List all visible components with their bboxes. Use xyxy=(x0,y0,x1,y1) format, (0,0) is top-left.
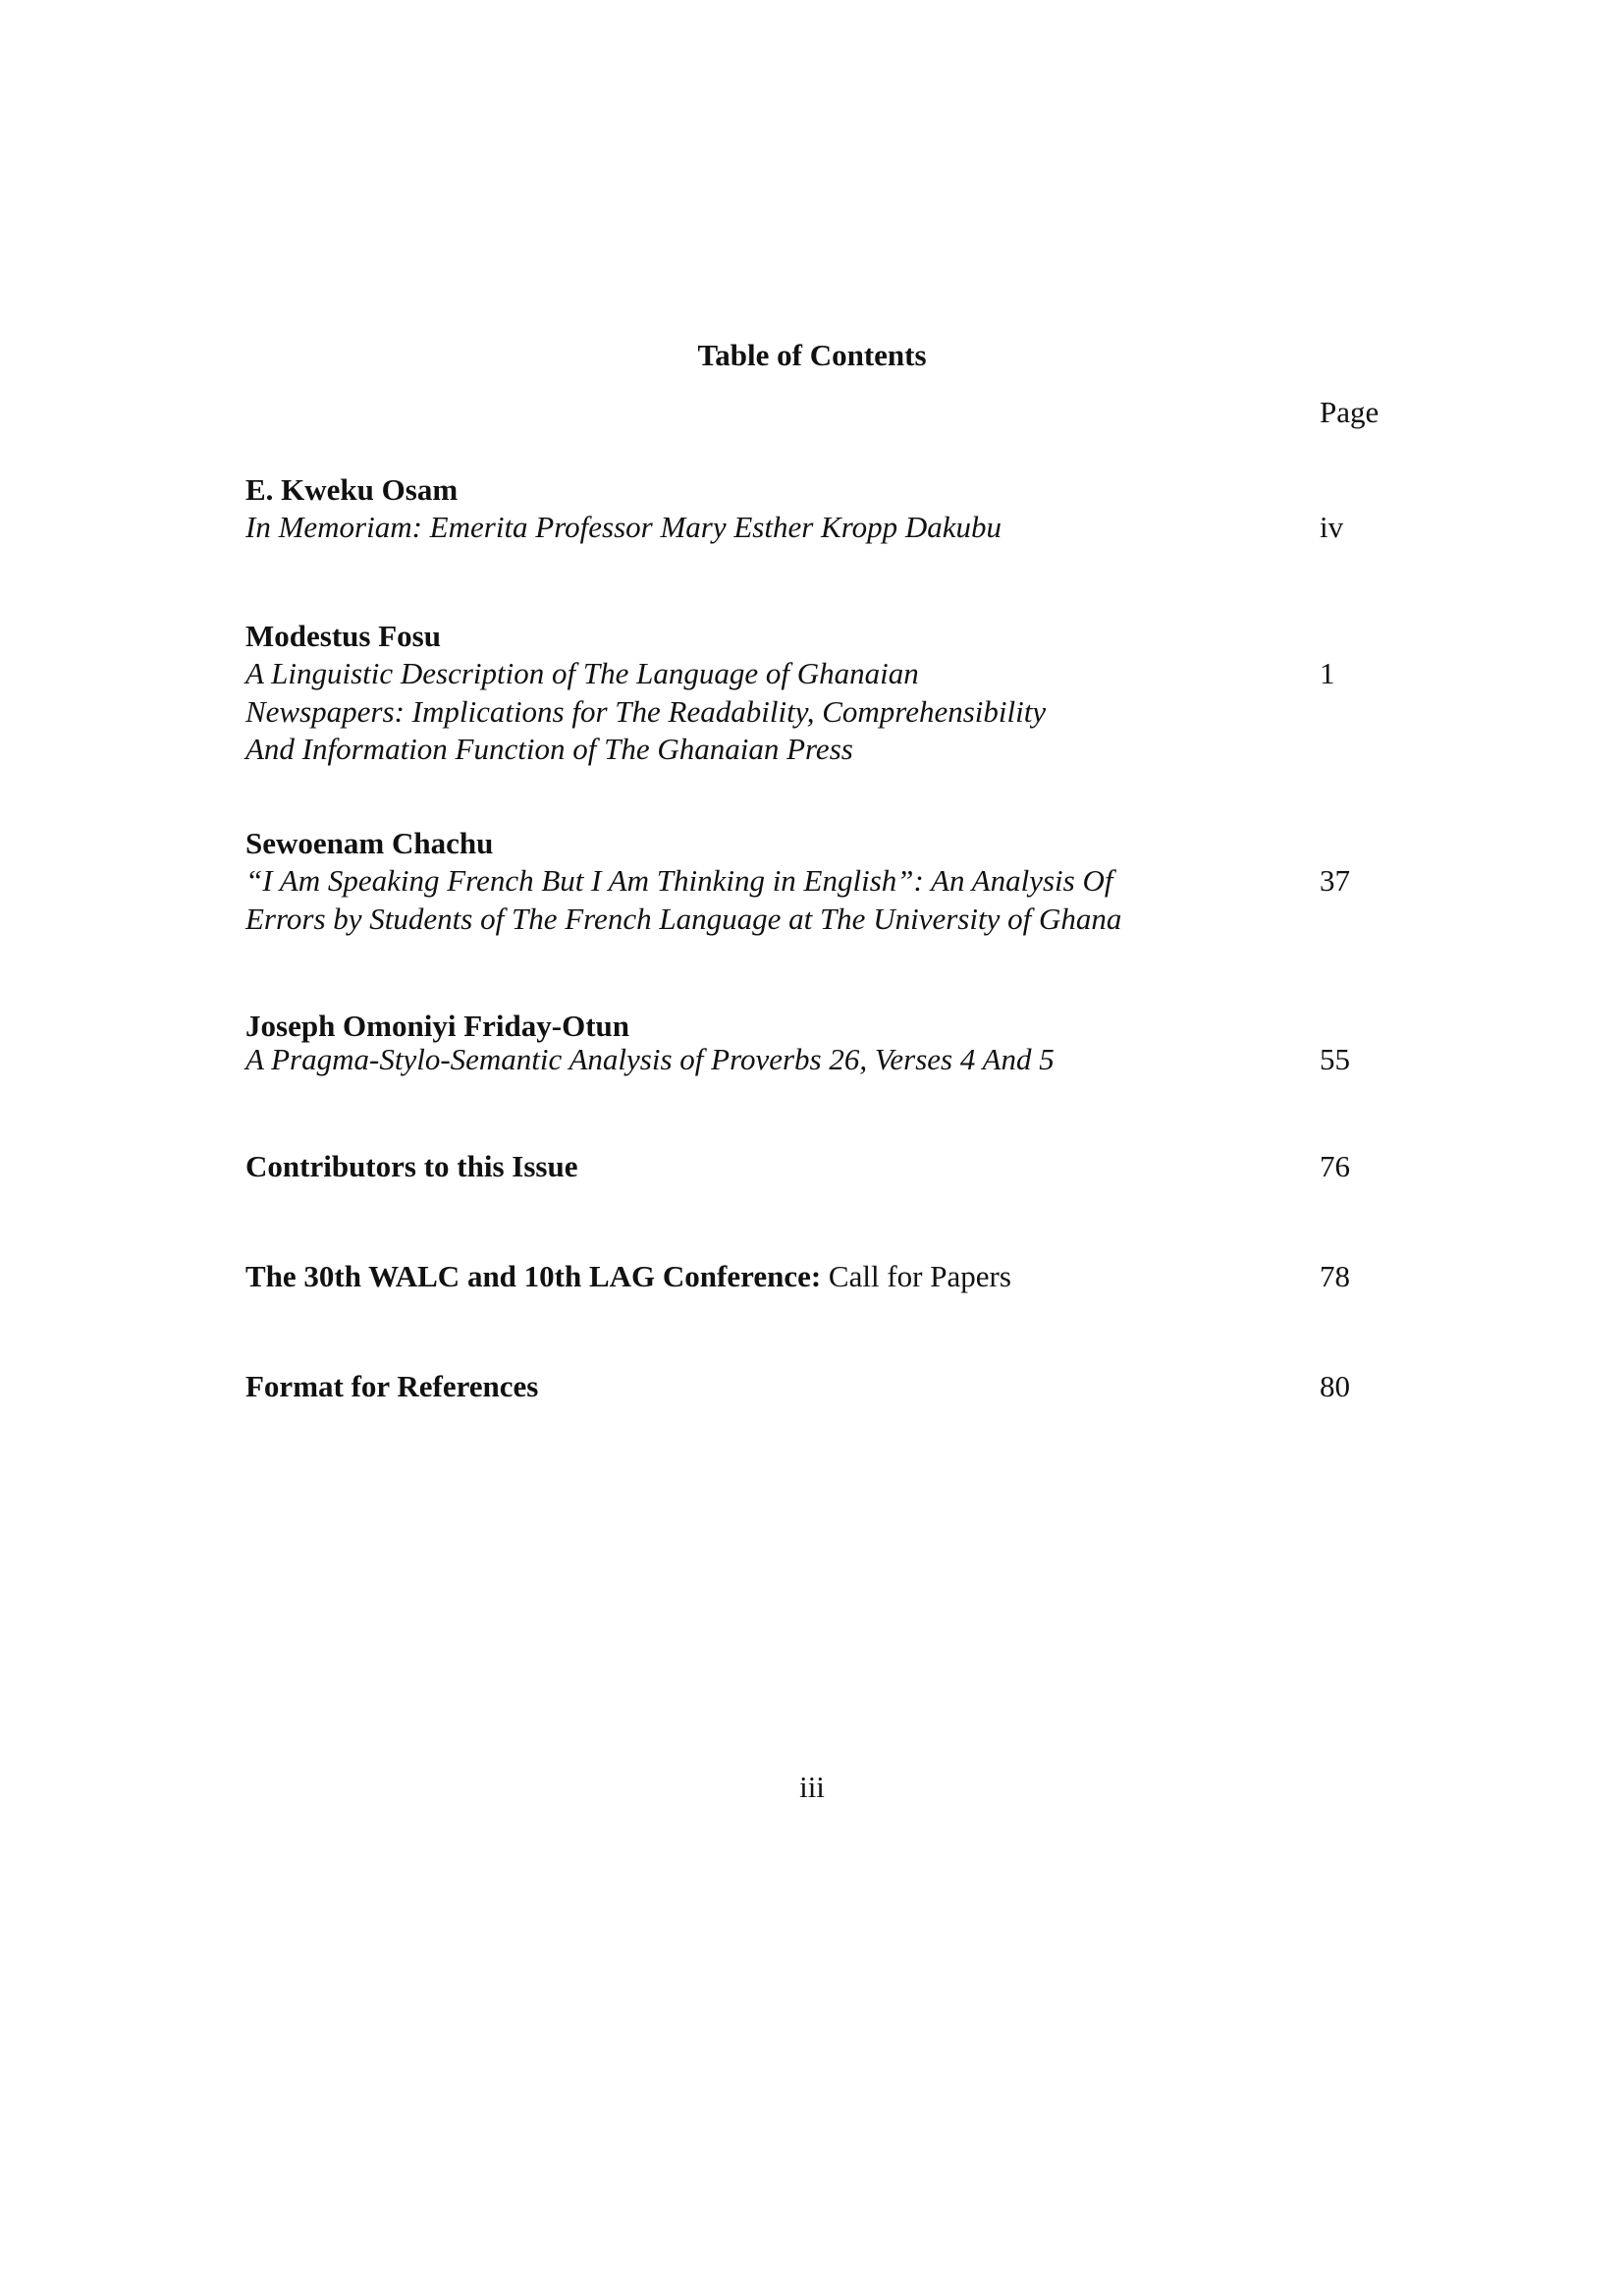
page-column-label: Page xyxy=(1320,395,1380,429)
entry-title-line: And Information Function of The Ghanaian Press xyxy=(245,732,853,766)
entry-title-line: A Pragma-Stylo-Semantic Analysis of Proverbs 26, Verses 4 And 5 xyxy=(245,1042,1055,1076)
entry-page-number: 37 xyxy=(1320,863,1350,898)
entry-title-line: “I Am Speaking French But I Am Thinking in English”: An Analysis Of xyxy=(245,863,1113,898)
toc-heading: Table of Contents xyxy=(697,338,927,372)
toc-extra-contributors xyxy=(245,1147,577,1186)
toc-entry xyxy=(245,825,1350,938)
entry-title-line: Errors by Students of The French Language at The University of Ghana xyxy=(245,901,1122,936)
entry-title-line: A Linguistic Description of The Language of Ghanaian xyxy=(245,656,919,690)
toc-entry xyxy=(245,1008,1350,1079)
toc-entry xyxy=(245,618,1345,769)
extra-page-number: 80 xyxy=(1320,1369,1350,1403)
footer-page-number: iii xyxy=(799,1770,825,1804)
extra-bold-text: Contributors to this Issue xyxy=(245,1149,578,1183)
extra-plain-text: Call for Papers xyxy=(821,1259,1011,1293)
extra-page-number: 76 xyxy=(1320,1149,1350,1183)
entry-author: Modestus Fosu xyxy=(245,619,441,653)
toc-entry xyxy=(245,471,1345,547)
extra-bold-text: Format for References xyxy=(245,1369,539,1403)
entry-page-number: iv xyxy=(1320,510,1344,544)
toc-extra-conference xyxy=(245,1257,1011,1296)
entry-author: Sewoenam Chachu xyxy=(245,826,494,860)
entry-page-number: 55 xyxy=(1320,1042,1350,1076)
extra-bold-text: The 30th WALC and 10th LAG Conference: xyxy=(245,1259,822,1293)
entry-title-line: Newspapers: Implications for The Readability, Comprehensibility xyxy=(245,693,1047,729)
entry-author: Joseph Omoniyi Friday-Otun xyxy=(245,1009,629,1043)
entry-title-line: In Memoriam: Emerita Professor Mary Esther Kropp Dakubu xyxy=(245,510,1002,544)
entry-author: E. Kweku Osam xyxy=(245,472,459,507)
toc-extra-references xyxy=(245,1367,538,1406)
entry-page-number: 1 xyxy=(1320,656,1335,690)
extra-page-number: 78 xyxy=(1320,1259,1350,1293)
